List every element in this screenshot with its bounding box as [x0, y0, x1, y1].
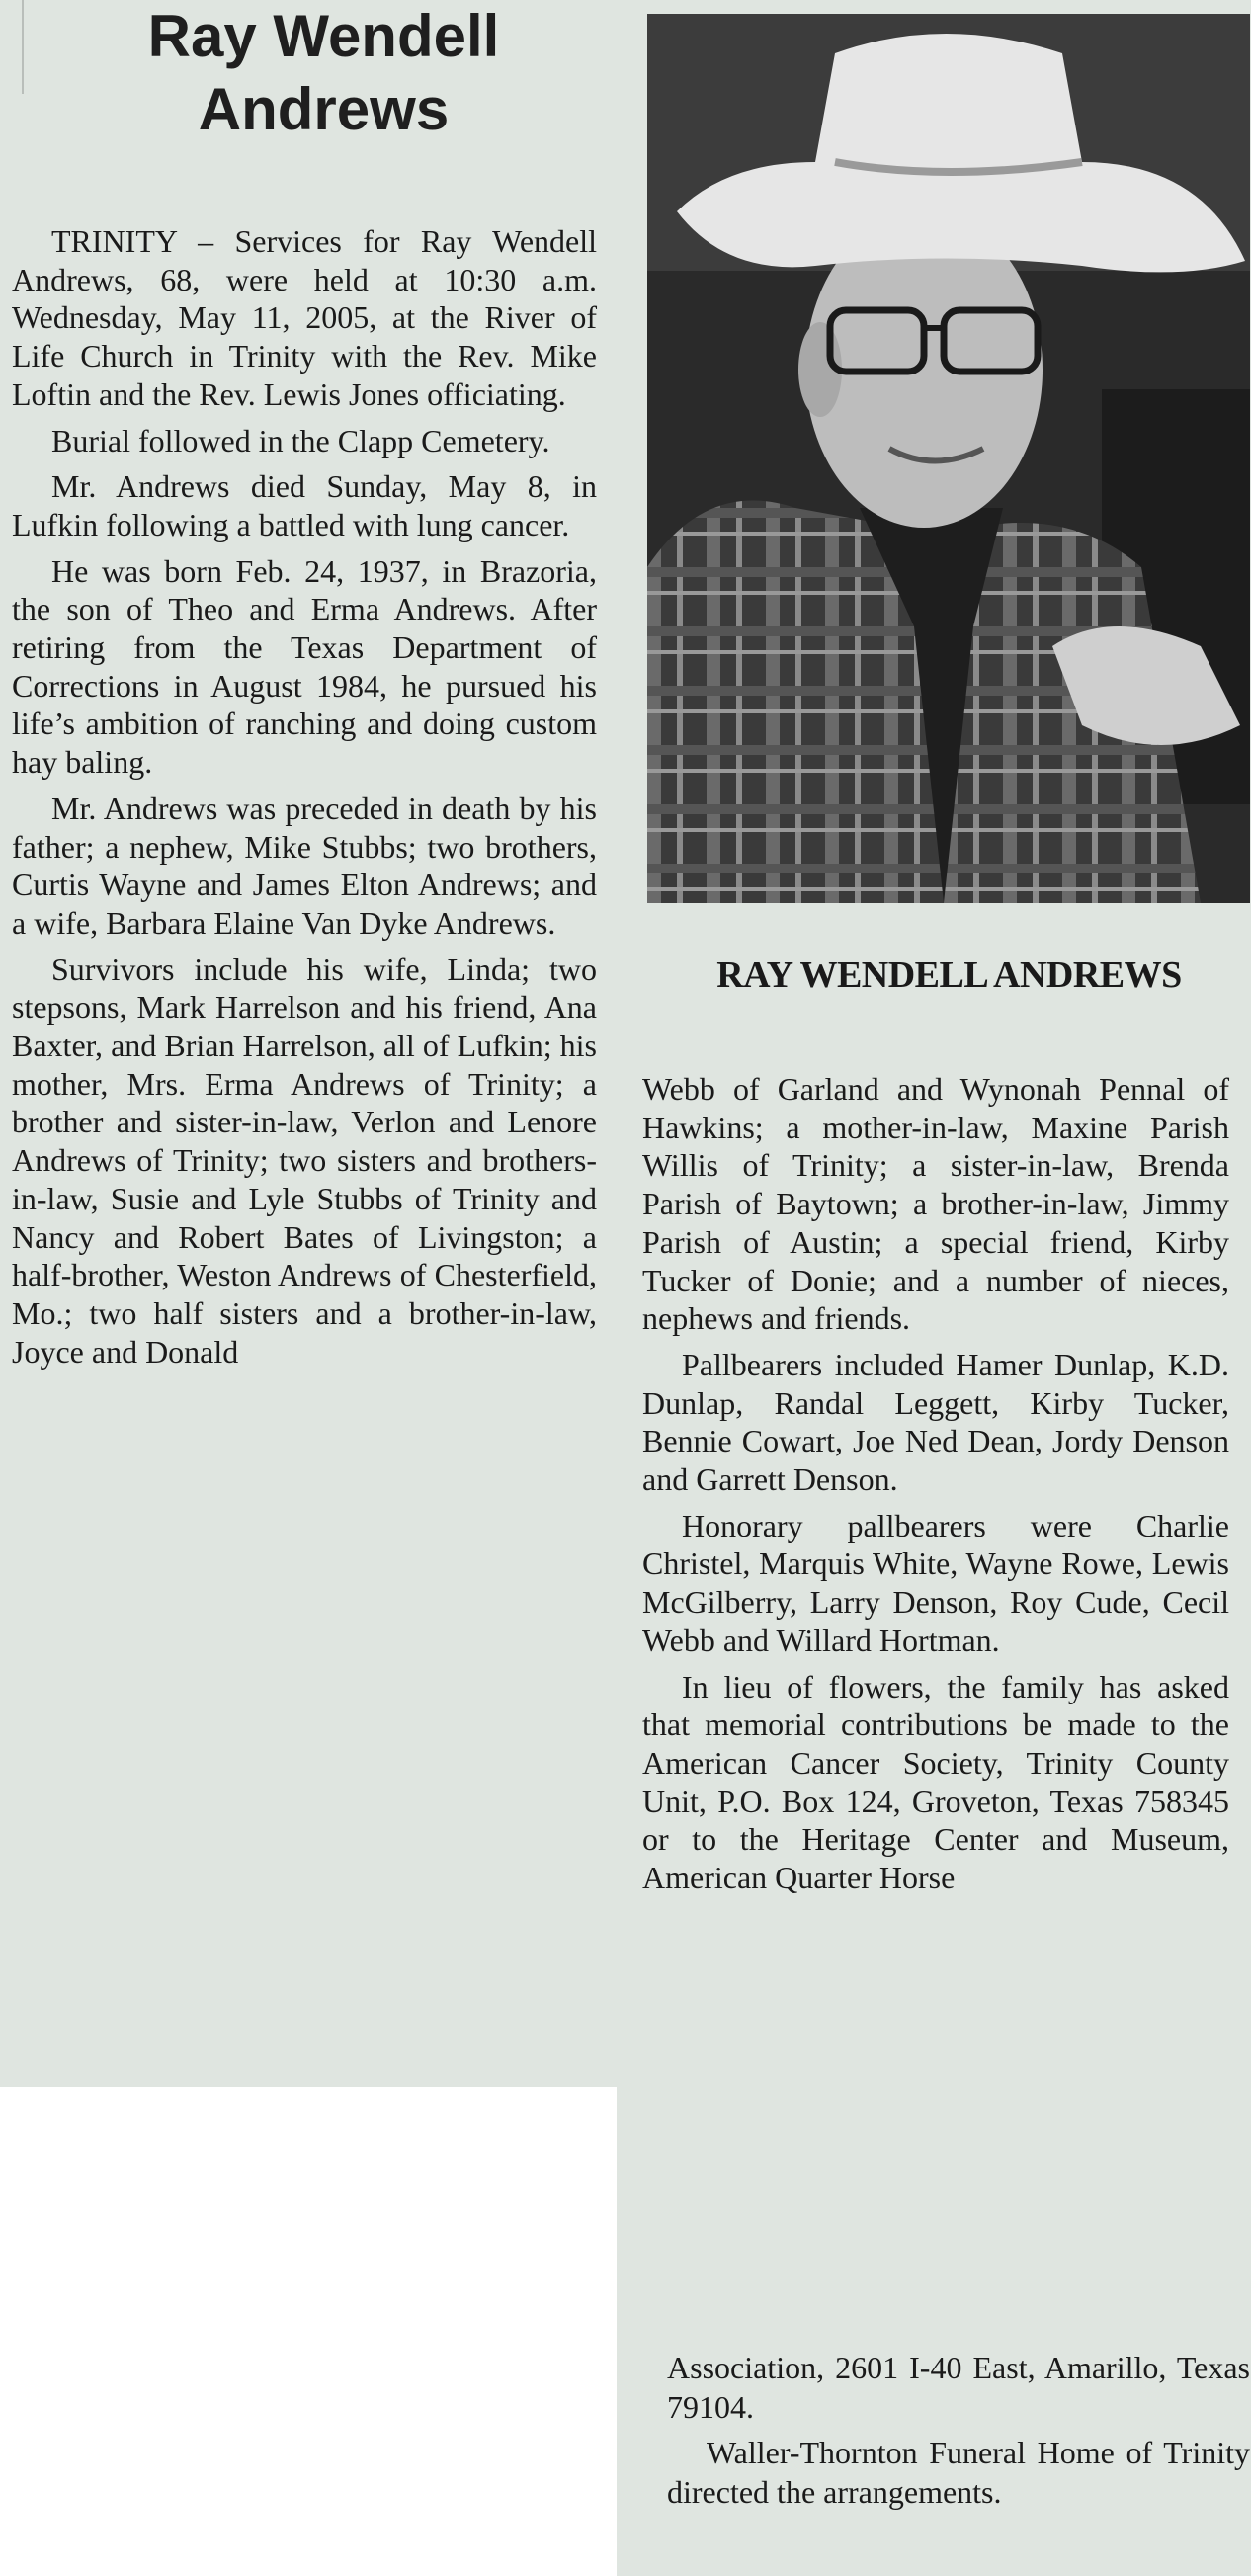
paragraph: Webb of Garland and Wynonah Pennal of Hawkins; a mother-in-law, Maxine Parish Willis of Trinity; a sister-in-law, Brenda Parish of Baytown; a brother-in-law, Jimmy Parish of Austin; a special friend, Kirby Tucker of Donie; and a number of nieces, nephews and friends.	[642, 1071, 1229, 1337]
paragraph: Mr. Andrews died Sunday, May 8, in Lufkin following a battled with lung cancer.	[12, 468, 597, 542]
bottom-column	[667, 2348, 1250, 2518]
paragraph: Survivors include his wife, Linda; two stepsons, Mark Harrelson and his friend, Ana Baxter, and Brian Harrelson, all of Lufkin; his mother, Mrs. Erma Andrews of Trinity; a brother and sister-in-law, Verlon and Lenore Andrews of Trinity; two sisters and brothers-in-law, Susie and Lyle Stubbs of Trinity and Nancy and Robert Bates of Livingston; a half-brother, Weston Andrews of Chesterfield, Mo.; two half sisters and a brother-in-law, Joyce and Donald	[12, 951, 597, 1370]
paragraph: He was born Feb. 24, 1937, in Brazoria, the son of Theo and Erma Andrews. After retiring from the Texas Department of Corrections in August 1984, he pursued his life’s ambition of ranching and doing custom hay baling.	[12, 552, 597, 781]
paragraph: Honorary pallbearers were Charlie Christel, Marquis White, Wayne Rowe, Lewis McGilberry, Larry Denson, Roy Cude, Cecil Webb and Willard Hortman.	[642, 1507, 1229, 1658]
headline-line-1: Ray Wendell	[147, 3, 500, 69]
paragraph: Association, 2601 I-40 East, Amarillo, Texas 79104.	[667, 2350, 1250, 2425]
portrait-illustration	[647, 14, 1250, 903]
paragraph: TRINITY – Services for Ray Wendell Andrews, 68, were held at 10:30 a.m. Wednesday, May 11, 2005, at the River of Life Church in Trinity with the Rev. Mike Loftin and the Rev. Lewis Jones officiating.	[12, 223, 597, 412]
left-column	[12, 222, 597, 1378]
headline-line-2: Andrews	[198, 76, 450, 142]
paragraph: In lieu of flowers, the family has asked that memorial contributions be made to the American Cancer Society, Trinity County Unit, P.O. Box 124, Groveton, Texas 758345 or to the Heritage Center and Museum, American Quarter Horse	[642, 1668, 1229, 1896]
portrait-photo	[647, 14, 1250, 903]
paragraph: Burial followed in the Clapp Cemetery.	[51, 422, 550, 458]
paragraph: Waller-Thornton Funeral Home of Trinity directed the arrangements.	[667, 2435, 1250, 2510]
obituary-headline	[0, 0, 647, 146]
paragraph: Pallbearers included Hamer Dunlap, K.D. Dunlap, Randal Leggett, Kirby Tucker, Bennie Cowart, Joe Ned Dean, Jordy Denson and Garrett Denson.	[642, 1346, 1229, 1498]
photo-caption: RAY WENDELL ANDREWS	[716, 955, 1182, 996]
paragraph: Mr. Andrews was preceded in death by his father; a nephew, Mike Stubbs; two brothers, Curtis Wayne and James Elton Andrews; and a wife, Barbara Elaine Van Dyke Andrews.	[12, 789, 597, 941]
right-column	[642, 1070, 1229, 1905]
